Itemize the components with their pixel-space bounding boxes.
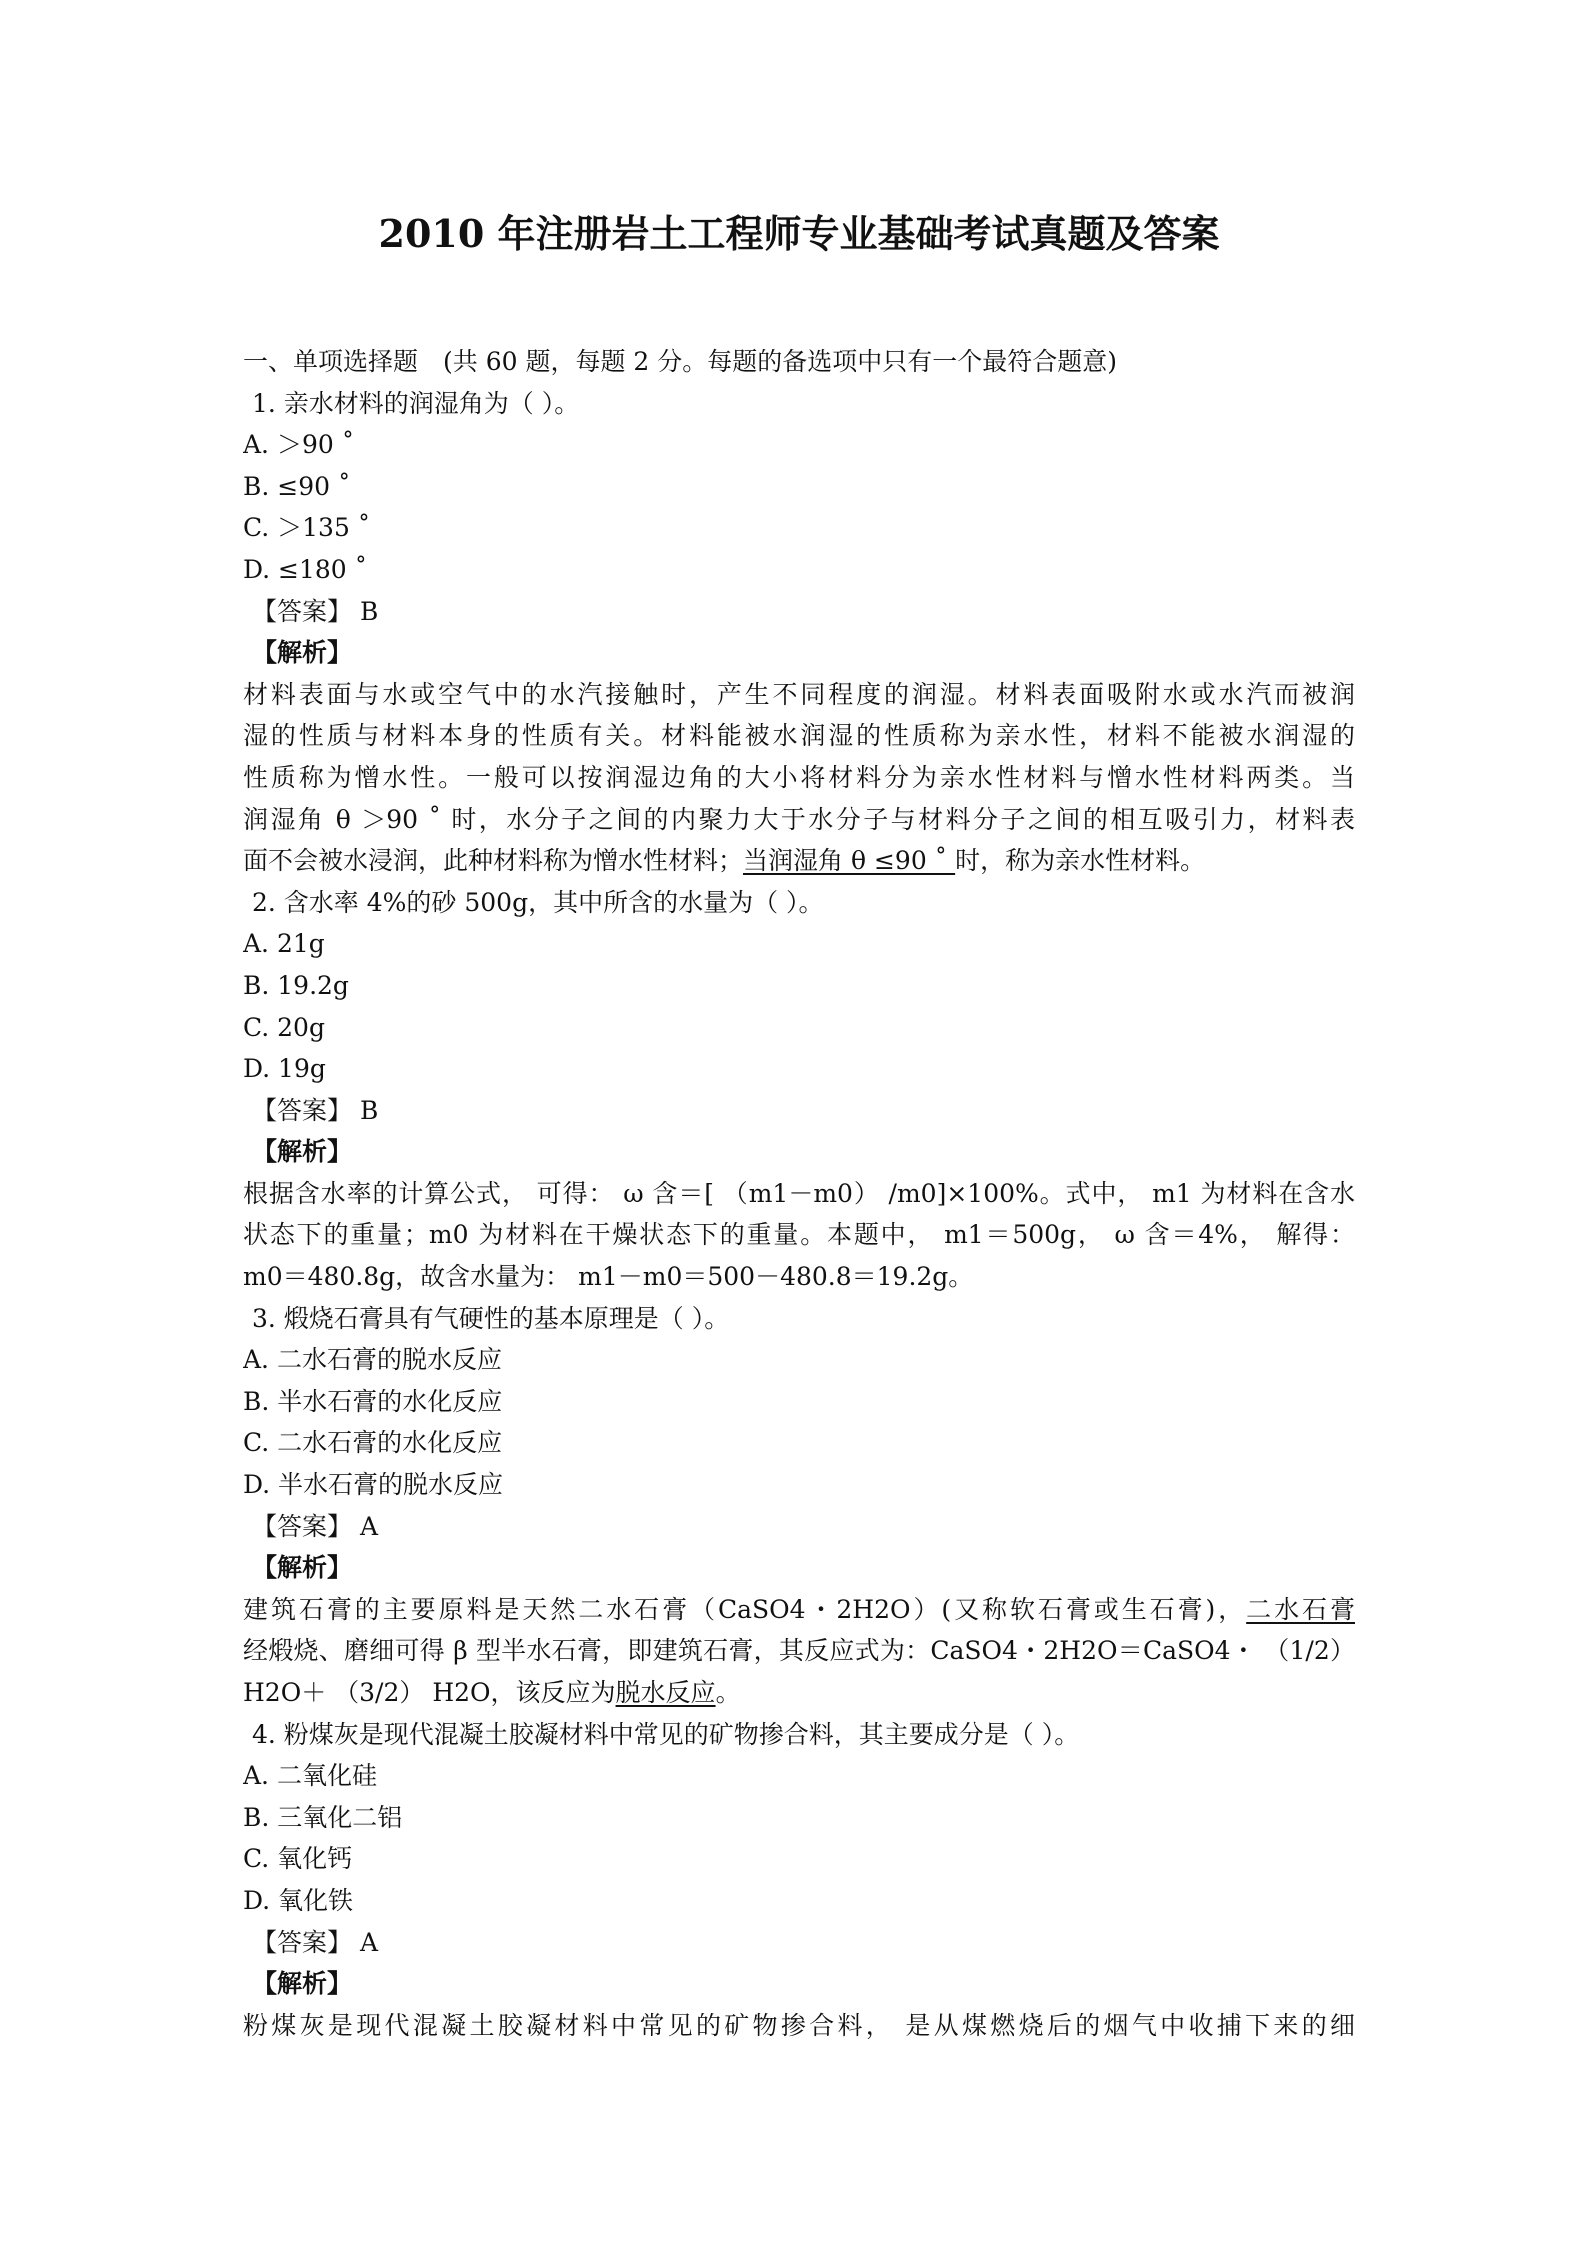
option-b: B. ≤90 ˚: [243, 471, 351, 501]
option-c: C. 20g: [243, 1012, 325, 1042]
analysis-line: 性质称为憎水性。一般可以按润湿边角的大小将材料分为亲水性材料与憎水性材料两类。当: [243, 762, 1355, 792]
option-c: C. ＞135 ˚: [243, 513, 371, 543]
analysis-label: 【解析】: [252, 1553, 353, 1583]
analysis-text-span: 面不会被水浸润，此种材料称为憎水性材料；: [243, 846, 744, 876]
section-header: 一、单项选择题 (共 60 题，每题 2 分。每题的备选项中只有一个最符合题意): [243, 347, 1118, 376]
answer-line: 【答案】 B: [252, 596, 379, 626]
option-b: B. 半水石膏的水化反应: [243, 1386, 503, 1416]
question-1: [243, 383, 1355, 882]
analysis-line: m0＝480.8g，故含水量为： m1－m0＝500－480.8＝19.2g。: [243, 1262, 974, 1292]
answer-line: 【答案】 A: [252, 1927, 379, 1957]
option-a: A. ＞90 ˚: [243, 430, 355, 460]
question-3: [243, 1298, 1355, 1714]
document-body: [243, 341, 1355, 2046]
option-a: A. 二水石膏的脱水反应: [243, 1345, 502, 1375]
analysis-text-span: 建筑石膏的主要原料是天然二水石膏（CaSO4・2H2O）(又称软石膏或生石膏)，: [243, 1594, 1247, 1624]
underlined-text: 二水石膏: [1246, 1594, 1355, 1624]
analysis-line: 润湿角 θ ＞90 ˚ 时，水分子之间的内聚力大于水分子与材料分子之间的相互吸引力，材料表: [243, 804, 1355, 834]
question-2: [243, 882, 1355, 1298]
option-b: B. 19.2g: [243, 970, 349, 1000]
answer-line: 【答案】 B: [252, 1095, 379, 1125]
analysis-text-span: 。: [715, 1678, 741, 1707]
option-c: C. 氧化钙: [243, 1844, 353, 1874]
analysis-line: [243, 1589, 1355, 1631]
analysis-text-span: 时，称为亲水性材料。: [955, 846, 1206, 876]
option-d: D. ≤180 ˚: [243, 554, 368, 584]
underlined-text: 当润湿角 θ ≤90 ˚: [743, 846, 956, 876]
analysis-text: [243, 674, 1355, 882]
option-d: D. 19g: [243, 1054, 326, 1084]
analysis-text: [243, 1589, 1355, 1714]
underlined-text: 脱水反应: [615, 1678, 716, 1707]
analysis-text: [243, 2005, 1355, 2047]
option-c: C. 二水石膏的水化反应: [243, 1428, 503, 1458]
analysis-line: 湿的性质与材料本身的性质有关。材料能被水润湿的性质称为亲水性，材料不能被水润湿的: [243, 721, 1355, 751]
analysis-label: 【解析】: [252, 1969, 353, 1999]
analysis-label: 【解析】: [252, 1137, 353, 1167]
question-stem: 2. 含水率 4%的砂 500g，其中所含的水量为（ ）。: [252, 887, 824, 917]
question-stem: 3. 煅烧石膏具有气硬性的基本原理是（ ）。: [252, 1303, 730, 1333]
analysis-line: 粉煤灰是现代混凝土胶凝材料中常见的矿物掺合料， 是从煤燃烧后的烟气中收捕下来的细: [243, 2010, 1355, 2040]
question-stem: 4. 粉煤灰是现代混凝土胶凝材料中常见的矿物掺合料，其主要成分是（ ）。: [252, 1719, 1080, 1749]
option-a: A. 二氧化硅: [243, 1761, 377, 1791]
analysis-line: [243, 1672, 1355, 1714]
option-d: D. 半水石膏的脱水反应: [243, 1470, 504, 1500]
option-d: D. 氧化铁: [243, 1885, 354, 1915]
analysis-line: 经煅烧、磨细可得 β 型半水石膏，即建筑石膏，其反应式为：CaSO4・2H2O＝CaSO4・ （1/2）: [243, 1636, 1355, 1666]
page-title: 2010 年注册岩土工程师专业基础考试真题及答案: [378, 211, 1220, 256]
analysis-line: 状态下的重量；m0 为材料在干燥状态下的重量。本题中， m1＝500g， ω 含＝4%， 解得：: [243, 1220, 1355, 1250]
analysis-line: 材料表面与水或空气中的水汽接触时，产生不同程度的润湿。材料表面吸附水或水汽而被润: [243, 679, 1355, 709]
analysis-text: [243, 1173, 1355, 1298]
analysis-label: 【解析】: [252, 638, 353, 668]
option-a: A. 21g: [243, 929, 325, 959]
analysis-line: 根据含水率的计算公式， 可得： ω 含＝[ （m1－m0） /m0]×100%。式中， m1 为材料在含水: [243, 1178, 1355, 1208]
option-b: B. 三氧化二铝: [243, 1802, 403, 1832]
question-4: [243, 1714, 1355, 2047]
question-stem: 1. 亲水材料的润湿角为（ ）。: [252, 388, 580, 418]
analysis-text-span: H2O＋ （3/2） H2O，该反应为: [243, 1678, 616, 1707]
answer-line: 【答案】 A: [252, 1511, 379, 1541]
analysis-line: [243, 840, 1355, 882]
